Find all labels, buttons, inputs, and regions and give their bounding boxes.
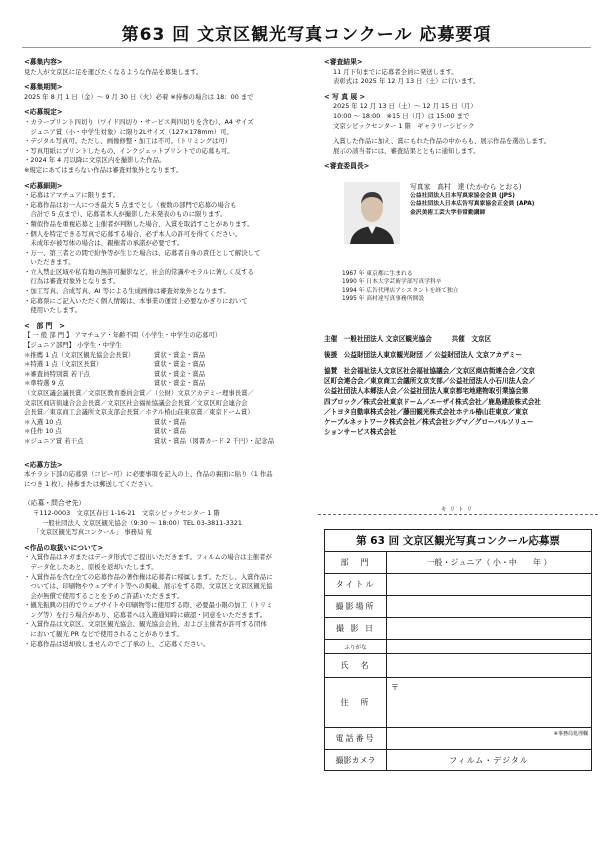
furigana-field[interactable] (387, 640, 591, 653)
place-label: 撮影場所 (325, 596, 387, 617)
camera-field[interactable]: フィルム・デジタル (449, 755, 529, 765)
prize-row (24, 437, 309, 447)
rules-line: ・写真用紙にプリントしたもの、インクジェットプリントでの応募も可。 (24, 146, 234, 155)
handling-heading: <作品の取扱いについて> (24, 543, 104, 552)
details-line: いただきます。 (24, 258, 75, 267)
prize-name: ＊特選 1 点（文京区長賞） (24, 360, 103, 369)
prize-row (24, 370, 309, 380)
cut-line (318, 514, 598, 515)
cooperation-line: 四ブロック／株式会社東京ドーム／エーザイ株式会社／鹿島建設株式会社 (324, 397, 541, 406)
handling-line: ・応募作品は返却致しませんのでご了承の上、ご応募ください。 (24, 639, 210, 648)
place-field[interactable] (387, 596, 591, 617)
judge-info (410, 182, 534, 217)
results-heading: <審査結果> (324, 58, 363, 66)
method-heading: <応募方法> (24, 460, 63, 469)
results-line: 11 月下旬までに応募者全員に発送します。 (333, 67, 458, 76)
judge-name: 写真家 高村 達 (たかむら とおる) (410, 182, 522, 191)
exhibit-note: 入賞した作品に加え、賞にもれた作品の中からも、展示作品を選出します。 (333, 137, 551, 146)
title-divider (22, 47, 591, 48)
method-line: につき 1 枚）、持参または郵送してください。 (24, 479, 157, 488)
form-row-place (325, 596, 591, 618)
details-line: ・万一、第三者との間で紛争等が生じた場合は、応募者自身の責任として解決して (24, 248, 261, 257)
camera-label: 撮影カメラ (325, 750, 387, 770)
details-line: 合計で 5 点まで）、応募者本人が撮影した未発表のものに限ります。 (24, 210, 227, 219)
judge-block (324, 172, 592, 270)
details-line: 使用いたします。 (24, 306, 82, 315)
details-line: 行為は審査対象外となります。 (24, 277, 120, 286)
date-label: 撮 影 日 (325, 618, 387, 639)
bio-line: 1967 年 東京都に生まれる (342, 270, 413, 277)
office-note: ※事務局処理欄 (553, 731, 588, 737)
prize-reward: 賞状・賞金・賞品 (154, 379, 206, 388)
page-title: 第63 回 文京区観光写真コンクール 応募要項 (121, 25, 492, 45)
form-row-title (325, 574, 591, 596)
rules-line: ・カラープリント四切り（ワイド四切り・サービス判四切りを含む）、A4 サイズ (24, 117, 254, 126)
division-field[interactable]: 一般・ジュニア（ 小・中 年 ） (426, 558, 552, 567)
bio-line: 1995 年 高村達写真事務所開設 (342, 296, 425, 303)
exhibit-line: 文京シビックセンター 1 階 ギャラリーシビック (333, 121, 475, 130)
judge-heading: <審査委員長> (324, 162, 370, 171)
rules-line: ・2024 年 4 月以降に文京区内を撮影した作品。 (24, 156, 166, 165)
bio-line: 1994 年 広告代理店アシスタントを経て独立 (342, 287, 459, 294)
exhibit-note: 展示の該当者には、審査結果とともに通知します。 (333, 146, 480, 155)
details-line: 未成年が被写体の場合は、親権者の承諾が必要です。 (24, 239, 184, 248)
form-row-name (325, 654, 591, 678)
bio-line: 1990 年 日本大学芸術学部写真学科卒 (342, 279, 442, 286)
exhibit-line: 2025 年 12 月 13 日（土）～ 12 月 15 日（月） (333, 102, 477, 111)
furigana-label: ふりがな (325, 640, 387, 653)
prize-name: ＊審査員特別賞 若干点 (24, 369, 90, 378)
handling-line: ・入賞作品を含む全ての応募作品の著作権は応募者に帰属します。ただし、入賞作品に (24, 572, 273, 581)
details-line: ・類似作品を重複応募と主催者が判断した場合、入賞を取消すことがあります。 (24, 219, 254, 228)
title-label: タイトル (325, 574, 387, 595)
cooperation-line: 協賛 社会福祉法人文京区社会福祉協議会／文京区商店街連合会／文京 (324, 366, 535, 375)
period-heading: <募集期間> (24, 83, 63, 92)
handling-line: 会が無償で使用することを予めご許諾いただきます。 (24, 591, 184, 600)
prize-row (24, 379, 309, 389)
form-row-camera (325, 750, 591, 770)
period-line: 2025 年 8 月 1 日（金）～ 9 月 30 日（火）必着 ※持参の場合は 18：00 まで (24, 92, 254, 101)
method-line: 本チラシ下部の応募票（コピー可）に必要事項を記入の上、作品の裏面に貼り（1 作品 (24, 470, 273, 479)
cooperation-line: 公益社団法人本郷法人会／公益社団法人東京都宅地建物取引業協会第 (324, 387, 529, 396)
exhibit-line: 10:00 ～ 18:00 ※15 日（月）は 15:00 まで (333, 111, 470, 120)
form-row-date (325, 618, 591, 640)
judge-affiliation: 金沢美術工芸大学非常勤講師 (410, 209, 486, 216)
divisions-heading: < 部 門 > (24, 321, 65, 330)
rules-heading: <応募規定> (24, 108, 63, 117)
results-line: 表彰式は 2025 年 12 月 13 日（土）に行います。 (333, 77, 480, 86)
form-row-division (325, 552, 591, 574)
handling-line: データ化したあと、原板を返却いたします。 (24, 562, 158, 571)
title-field[interactable] (387, 574, 591, 595)
support-line: 後援 公益財団法人東京観光財団 ／ 公益財団法人 文京アカデミー (324, 350, 523, 359)
address-field[interactable] (387, 678, 591, 727)
right-column (324, 58, 592, 437)
contact-heading: （応募・問合せ先） (24, 499, 86, 508)
contact-line: 「文京区観光写真コンクール」 事務局 宛 (33, 528, 152, 537)
handling-line: ついては、印刷物やウェブサイト等への掲載、展示をする際、文京区と文京区観光協 (24, 582, 273, 591)
details-heading: <応募細則> (24, 181, 63, 190)
entry-form (324, 529, 592, 771)
sponsor-prizes-line: 文京区商店街連合会会長賞／文京区社会福祉協議会会長賞／文京区町会連合会 (24, 398, 248, 407)
prize-reward: 賞状・賞金・賞品 (154, 350, 206, 359)
prize-reward: 賞状・賞品 (154, 417, 186, 426)
prize-name: ＊推薦 1 点（文京区観光協会会長賞） (24, 350, 135, 359)
details-line: ・応募はアマチュアに限ります。 (24, 191, 120, 200)
date-field[interactable] (387, 618, 591, 639)
rules-line: ジュニア賞（小・中学生対象）に限り2Lサイズ（127×178mm）可。 (24, 127, 233, 136)
handling-line: ・入賞作品は文京区、文京区観光協会、観光協会会員、および主催者が許可する団体 (24, 620, 267, 629)
cut-line-label: キリトリ (440, 507, 475, 513)
prize-name: ＊準特選 9 点 (24, 379, 65, 388)
contact-line: 一般社団法人 文京区観光協会（9:30 ～ 18:00）TEL 03-3811-3321 (42, 518, 242, 527)
judge-bio (342, 270, 592, 304)
division-general: 【 一 般 部 門 】 アマチュア・年齢不問（小学生・中学生の応募可） (24, 331, 222, 340)
sponsor-prizes-line: （文京区議会議長賞／文京区教育委員会賞／（公財）文京アカデミー理事長賞／ (24, 389, 254, 397)
details-line: ・応募作品はお一人につき最大 5 点までとし（複数の部門で応募の場合も (24, 200, 237, 209)
division-label: 部 門 (325, 552, 387, 573)
name-field[interactable] (387, 654, 591, 677)
prize-row (24, 418, 309, 428)
sponsor-prizes-line: 会長賞／東京商工会議所文京支部会長賞／ホテル椿山荘東京賞／東京ドーム賞） (24, 408, 254, 417)
cooperation-line: 区町会連合会／東京商工会議所文京支部／公益社団法人小石川法人会／ (324, 377, 535, 386)
prize-name: ＊ジュニア賞 若干点 (24, 436, 84, 445)
form-title: 第 63 回 文京区観光写真コンクール応募票 (325, 530, 591, 552)
name-label: 氏 名 (325, 654, 387, 677)
prize-row (24, 351, 309, 361)
handling-line: ング等）を行う場合があり、応募者へは入選通知時に確認・同意をいただきます。 (24, 610, 267, 619)
judge-portrait (344, 182, 400, 244)
cooperation-line: ションサービス株式会社 (324, 428, 397, 437)
organizers (324, 334, 592, 438)
content-line: 見た人が文京区に足を運びたくなるような作品を募集します。 (24, 67, 203, 76)
form-row-furigana (325, 640, 591, 654)
prize-row (24, 360, 309, 370)
postal-mark: 〒 (391, 683, 399, 692)
prize-reward: 賞状・賞金・賞品 (154, 360, 206, 369)
details-line: ・応募票にご記入いただく個人情報は、本事業の運営上必要なかぎりにおいて (24, 296, 248, 305)
address-label: 住 所 (325, 678, 387, 727)
prize-reward: 賞状・賞金・賞品 (154, 369, 206, 378)
details-line: ・立入禁止区域や私有地の無許可撮影など、社会的常識やモラルに著しく反する (24, 267, 254, 276)
cooperation-line: ケーブルネットワーク株式会社／株式会社シグマ／グローバルソリュー (324, 417, 534, 426)
handling-line: ・観光振興の目的でウェブサイトや印刷物等に使用する際、必要最小限の加工（トリミ (24, 601, 273, 610)
content-heading: <募集内容> (24, 58, 63, 66)
phone-field[interactable] (387, 728, 591, 749)
contact-line: 〒112-0003 文京区春日 1-16-21 文京シビックセンター 1 階 (33, 508, 220, 517)
prize-reward: 賞状・賞品 (154, 427, 186, 436)
details-line: ・個人を特定できる写真で応募する場合、必ず本人の許可を得てください。 (24, 229, 242, 238)
handling-line: において観光 PR などで使用されることがあります。 (24, 630, 183, 639)
phone-label: 電話番号 (325, 728, 387, 749)
prize-name: ＊入選 10 点 (24, 417, 62, 426)
form-row-phone (325, 728, 591, 750)
judge-affiliation: 公益社団法人日本広告写真家協会正会員 (APA) (410, 201, 535, 208)
exhibit-heading: < 写 真 展 > (324, 92, 366, 101)
rules-line: ※規定にあてはまらない作品は審査対象外となります。 (24, 165, 183, 174)
host-line: 主催 一般社団法人 文京区観光協会 共催 文京区 (324, 334, 492, 343)
prize-name: ＊佳作 10 点 (24, 427, 62, 436)
prize-row (24, 427, 309, 437)
prize-reward: 賞状・賞品（図書カード 2 千円）・記念品 (154, 436, 274, 445)
left-column (24, 58, 309, 649)
details-line: ・加工写真、合成写真、AI 等による生成画像は審査対象外となります。 (24, 287, 230, 296)
form-row-address (325, 678, 591, 728)
cooperation-line: ／トヨタ自動車株式会社／藤田観光株式会社ホテル椿山荘東京／東京 (324, 407, 529, 416)
judge-affiliation: 公益社団法人日本写真家協会会員 (JPS) (410, 192, 515, 199)
division-junior: 【ジュニア部門】 小学生・中学生 (24, 341, 122, 350)
handling-line: ・入賞作品はネガまたはデータ形式でご提出いただきます。フィルムの場合は主催者が (24, 553, 272, 562)
rules-line: ・デジタル写真可。ただし、画像修整・加工は不可。（トリミングは可） (24, 137, 232, 146)
